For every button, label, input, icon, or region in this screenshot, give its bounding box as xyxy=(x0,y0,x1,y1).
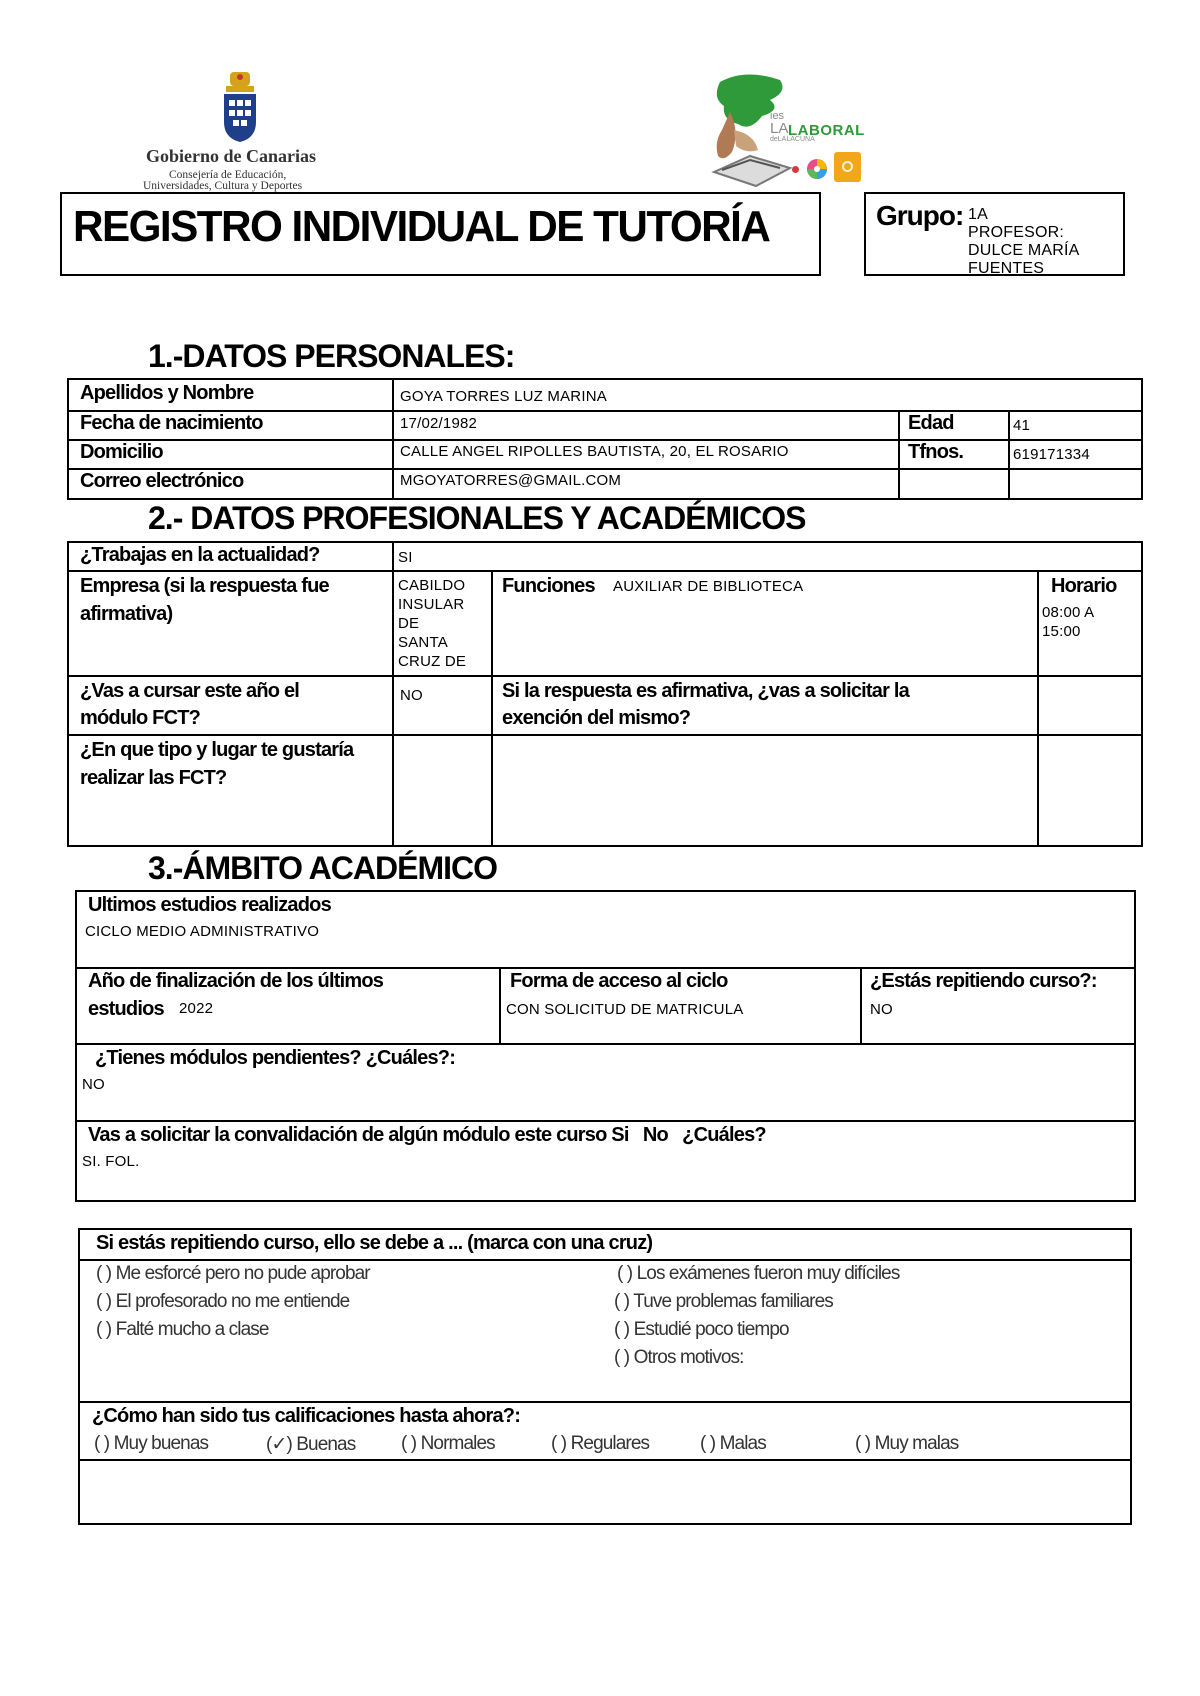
functions-label: Funciones xyxy=(502,575,595,597)
section-3-heading: 3.-ÁMBITO ACADÉMICO xyxy=(148,850,497,886)
red-mark-icon xyxy=(792,166,799,173)
address-label: Domicilio xyxy=(80,441,163,463)
grade-option-muy-malas[interactable]: ( ) Muy malas xyxy=(855,1433,959,1454)
repeating-label: ¿Estás repitiendo curso?: xyxy=(870,970,1097,992)
school-logo xyxy=(710,72,890,190)
grupo-label: Grupo: xyxy=(876,200,964,231)
title-box xyxy=(60,192,821,276)
grade-option-regulares[interactable]: ( ) Regulares xyxy=(551,1433,650,1454)
reason-option[interactable]: ( ) Otros motivos: xyxy=(614,1347,744,1368)
reason-option[interactable]: ( ) Los exámenes fueron muy difíciles xyxy=(617,1263,900,1284)
birth-label: Fecha de nacimiento xyxy=(80,412,263,434)
grupo-value: 1A xyxy=(968,206,988,223)
page-title: REGISTRO INDIVIDUAL DE TUTORÍA xyxy=(73,202,770,251)
convalidation-value: SI. FOL. xyxy=(82,1153,140,1170)
address-value: CALLE ANGEL RIPOLLES BAUTISTA, 20, EL ROSARIO xyxy=(400,443,789,460)
pending-value: NO xyxy=(82,1076,105,1093)
orange-badge-icon xyxy=(834,152,861,182)
fct-label-1: ¿Vas a cursar este año el xyxy=(80,680,300,702)
age-label: Edad xyxy=(908,412,954,434)
fct-place-label-1: ¿En que tipo y lugar te gustaría xyxy=(80,739,354,761)
last-studies-value: CICLO MEDIO ADMINISTRATIVO xyxy=(85,923,320,940)
schedule-value-1: 08:00 A xyxy=(1042,604,1095,621)
reason-option[interactable]: ( ) Estudié poco tiempo xyxy=(614,1319,789,1340)
reason-option[interactable]: ( ) Me esforcé pero no pude aprobar xyxy=(96,1263,370,1284)
phone-value: 619171334 xyxy=(1013,446,1090,463)
exemption-label-2: exención del mismo? xyxy=(502,707,691,729)
fct-place-label-2: realizar las FCT? xyxy=(80,767,227,789)
end-year-value: 2022 xyxy=(179,1000,214,1017)
working-value: SI xyxy=(398,549,413,566)
profesor-label: PROFESOR: xyxy=(968,224,1065,241)
end-year-label-2: estudios xyxy=(88,998,164,1020)
section-2-heading: 2.- DATOS PROFESIONALES Y ACADÉMICOS xyxy=(148,500,806,536)
school-la: LA xyxy=(770,120,789,137)
grade-option-normales[interactable]: ( ) Normales xyxy=(401,1433,495,1454)
repeat-reasons-heading: Si estás repitiendo curso, ello se debe a ... (marca con una cruz) xyxy=(96,1232,653,1254)
fct-label-2: módulo FCT? xyxy=(80,707,201,729)
access-value: CON SOLICITUD DE MATRICULA xyxy=(506,1001,744,1018)
fct-value: NO xyxy=(400,687,423,704)
schedule-value-2: 15:00 xyxy=(1042,623,1081,640)
age-value: 41 xyxy=(1013,417,1031,434)
schedule-label: Horario xyxy=(1051,575,1117,597)
email-value: MGOYATORRES@GMAIL.COM xyxy=(400,472,622,489)
access-label: Forma de acceso al ciclo xyxy=(510,970,728,992)
last-studies-label: Ultimos estudios realizados xyxy=(88,894,331,916)
professional-data-table xyxy=(67,541,1143,847)
convalidation-label: Vas a solicitar la convalidación de algún módulo este curso Si No ¿Cuáles? xyxy=(88,1124,766,1146)
email-label: Correo electrónico xyxy=(80,470,244,492)
gov-subtitle-1: Consejería de Educación, xyxy=(169,169,287,181)
color-wheel-icon xyxy=(806,158,828,180)
academic-table xyxy=(75,890,1136,1202)
company-label-1: Empresa (si la respuesta fue xyxy=(80,575,329,597)
personal-data-table xyxy=(67,378,1143,500)
repeat-reasons-table xyxy=(78,1228,1132,1525)
reason-option[interactable]: ( ) Tuve problemas familiares xyxy=(614,1291,833,1312)
crest-icon xyxy=(218,72,262,144)
grade-option-malas[interactable]: ( ) Malas xyxy=(700,1433,766,1454)
school-subtitle: deLALACUNA xyxy=(770,136,815,143)
name-label: Apellidos y Nombre xyxy=(80,382,254,404)
section-1-heading: 1.-DATOS PERSONALES: xyxy=(148,338,515,374)
profesor-name-2: FUENTES xyxy=(968,260,1045,276)
reason-option[interactable]: ( ) El profesorado no me entiende xyxy=(96,1291,350,1312)
grades-question: ¿Cómo han sido tus calificaciones hasta ahora?: xyxy=(92,1405,521,1427)
reason-option[interactable]: ( ) Falté mucho a clase xyxy=(96,1319,269,1340)
grade-option-muy-buenas[interactable]: ( ) Muy buenas xyxy=(94,1433,209,1454)
functions-value: AUXILIAR DE BIBLIOTECA xyxy=(613,578,804,595)
end-year-label-1: Año de finalización de los últimos xyxy=(88,970,384,992)
exemption-label-1: Si la respuesta es afirmativa, ¿vas a solicitar la xyxy=(502,680,909,702)
company-label-2: afirmativa) xyxy=(80,603,173,625)
gov-name: Gobierno de Canarias xyxy=(146,146,317,166)
birth-value: 17/02/1982 xyxy=(400,415,478,432)
company-value: CABILDO INSULAR DE SANTA CRUZ DE xyxy=(398,577,467,670)
group-box xyxy=(864,192,1125,276)
phone-label: Tfnos. xyxy=(908,441,964,463)
pending-label: ¿Tienes módulos pendientes? ¿Cuáles?: xyxy=(95,1047,456,1069)
repeating-value: NO xyxy=(870,1001,893,1018)
profesor-name-1: DULCE MARÍA xyxy=(968,242,1080,259)
grade-option-buenas[interactable]: (✓) Buenas xyxy=(266,1434,356,1455)
working-label: ¿Trabajas en la actualidad? xyxy=(80,544,320,566)
school-prefix: ies xyxy=(770,110,785,122)
school-name: LABORAL xyxy=(788,122,865,139)
gobierno-canarias-logo xyxy=(140,72,340,190)
gov-subtitle-2: Universidades, Cultura y Deportes xyxy=(143,180,303,192)
name-value: GOYA TORRES LUZ MARINA xyxy=(400,388,607,405)
